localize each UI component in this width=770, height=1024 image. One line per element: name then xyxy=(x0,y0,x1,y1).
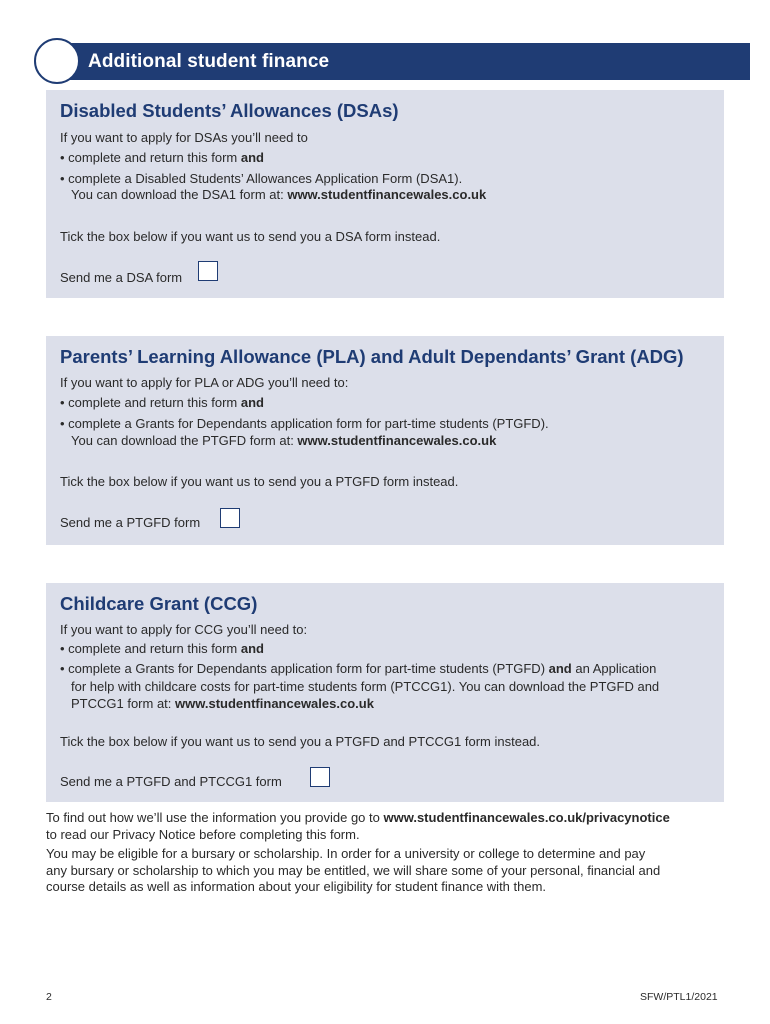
dsa-bullet-2: • complete a Disabled Students’ Allowances Application Form (DSA1). xyxy=(60,171,463,186)
dsa-tick-instruction: Tick the box below if you want us to send you a DSA form instead. xyxy=(60,229,441,244)
ccg-bullet-2 xyxy=(60,660,656,677)
ccg-send-label: Send me a PTGFD and PTCCG1 form xyxy=(60,774,282,789)
pla-bullet-2: • complete a Grants for Dependants application form for part-time students (PTGFD). xyxy=(60,416,549,431)
privacy-text: To find out how we’ll use the information you provide go to xyxy=(46,810,384,825)
dsa-bullet-2-cont xyxy=(71,186,486,203)
ccg-bullet-2-text: • complete a Grants for Dependants application form for part-time students (PTGFD) xyxy=(60,661,549,676)
ccg-bullet-1-text: • complete and return this form xyxy=(60,641,241,656)
privacy-paragraph xyxy=(46,810,726,843)
bursary-line-1: You may be eligible for a bursary or scholarship. In order for a university or college to determine and pay xyxy=(46,846,646,861)
ccg-tick-instruction: Tick the box below if you want us to send you a PTGFD and PTCCG1 form instead. xyxy=(60,734,541,749)
pla-bullet-1-text: • complete and return this form xyxy=(60,395,241,410)
ptgfd-form-checkbox[interactable] xyxy=(220,508,240,528)
ccg-intro: If you want to apply for CCG you’ll need to: xyxy=(60,622,308,637)
bursary-paragraph xyxy=(46,846,726,896)
dsa-bullet-1-text: • complete and return this form xyxy=(60,150,241,165)
ccg-title: Childcare Grant (CCG) xyxy=(60,593,258,614)
ptgfd-ptccg1-form-checkbox[interactable] xyxy=(310,767,330,787)
pla-tick-instruction: Tick the box below if you want us to send you a PTGFD form instead. xyxy=(60,474,459,489)
pla-bullet-2-cont xyxy=(71,432,496,449)
pla-send-label: Send me a PTGFD form xyxy=(60,515,201,530)
privacy-notice-link[interactable]: www.studentfinancewales.co.uk/privacynotice xyxy=(383,810,670,825)
dsa-panel xyxy=(46,90,724,298)
ccg-bullet-2-line-2: for help with childcare costs for part-time students form (PTCCG1). You can download the PTGFD and xyxy=(71,679,660,694)
pla-bullet-1 xyxy=(60,394,264,411)
dsa-intro: If you want to apply for DSAs you’ll need to xyxy=(60,130,308,145)
ccg-bullet-1-bold: and xyxy=(240,641,264,656)
section-title: Additional student finance xyxy=(88,51,330,72)
dsa-send-label: Send me a DSA form xyxy=(60,270,183,285)
ccg-download-text: PTCCG1 form at: xyxy=(71,696,176,711)
privacy-text-cont: to read our Privacy Notice before completing this form. xyxy=(46,826,360,842)
page-number: 2 xyxy=(46,991,52,1003)
ccg-website-link[interactable]: www.studentfinancewales.co.uk xyxy=(175,696,374,711)
dsa-bullet-1 xyxy=(60,149,264,166)
dsa-title: Disabled Students’ Allowances (DSAs) xyxy=(60,100,399,121)
bursary-line-2: any bursary or scholarship to which you may be entitled, we will share some of your personal, financial and xyxy=(46,862,661,878)
dsa-download-text: You can download the DSA1 form at: xyxy=(71,187,288,202)
form-code: SFW/PTL1/2021 xyxy=(640,991,718,1003)
ccg-bullet-2-bold: and xyxy=(548,661,572,676)
pla-adg-panel xyxy=(46,336,724,545)
section-header-circle xyxy=(34,38,80,84)
bursary-line-3: course details as well as information about your eligibility for student finance with them. xyxy=(46,879,547,894)
pla-intro: If you want to apply for PLA or ADG you’ll need to: xyxy=(60,375,349,390)
ccg-bullet-1 xyxy=(60,640,264,657)
ccg-panel xyxy=(46,583,724,802)
dsa-website-link[interactable]: www.studentfinancewales.co.uk xyxy=(287,187,487,202)
pla-download-text: You can download the PTGFD form at: xyxy=(71,433,298,448)
ccg-bullet-2-suffix: an Application xyxy=(571,661,657,676)
pla-website-link[interactable]: www.studentfinancewales.co.uk xyxy=(297,433,497,448)
ccg-bullet-2-line-3 xyxy=(71,695,374,712)
pla-adg-title: Parents’ Learning Allowance (PLA) and Adult Dependants’ Grant (ADG) xyxy=(60,346,684,367)
dsa-form-checkbox[interactable] xyxy=(198,261,218,281)
pla-bullet-1-bold: and xyxy=(240,395,264,410)
dsa-bullet-1-bold: and xyxy=(240,150,264,165)
